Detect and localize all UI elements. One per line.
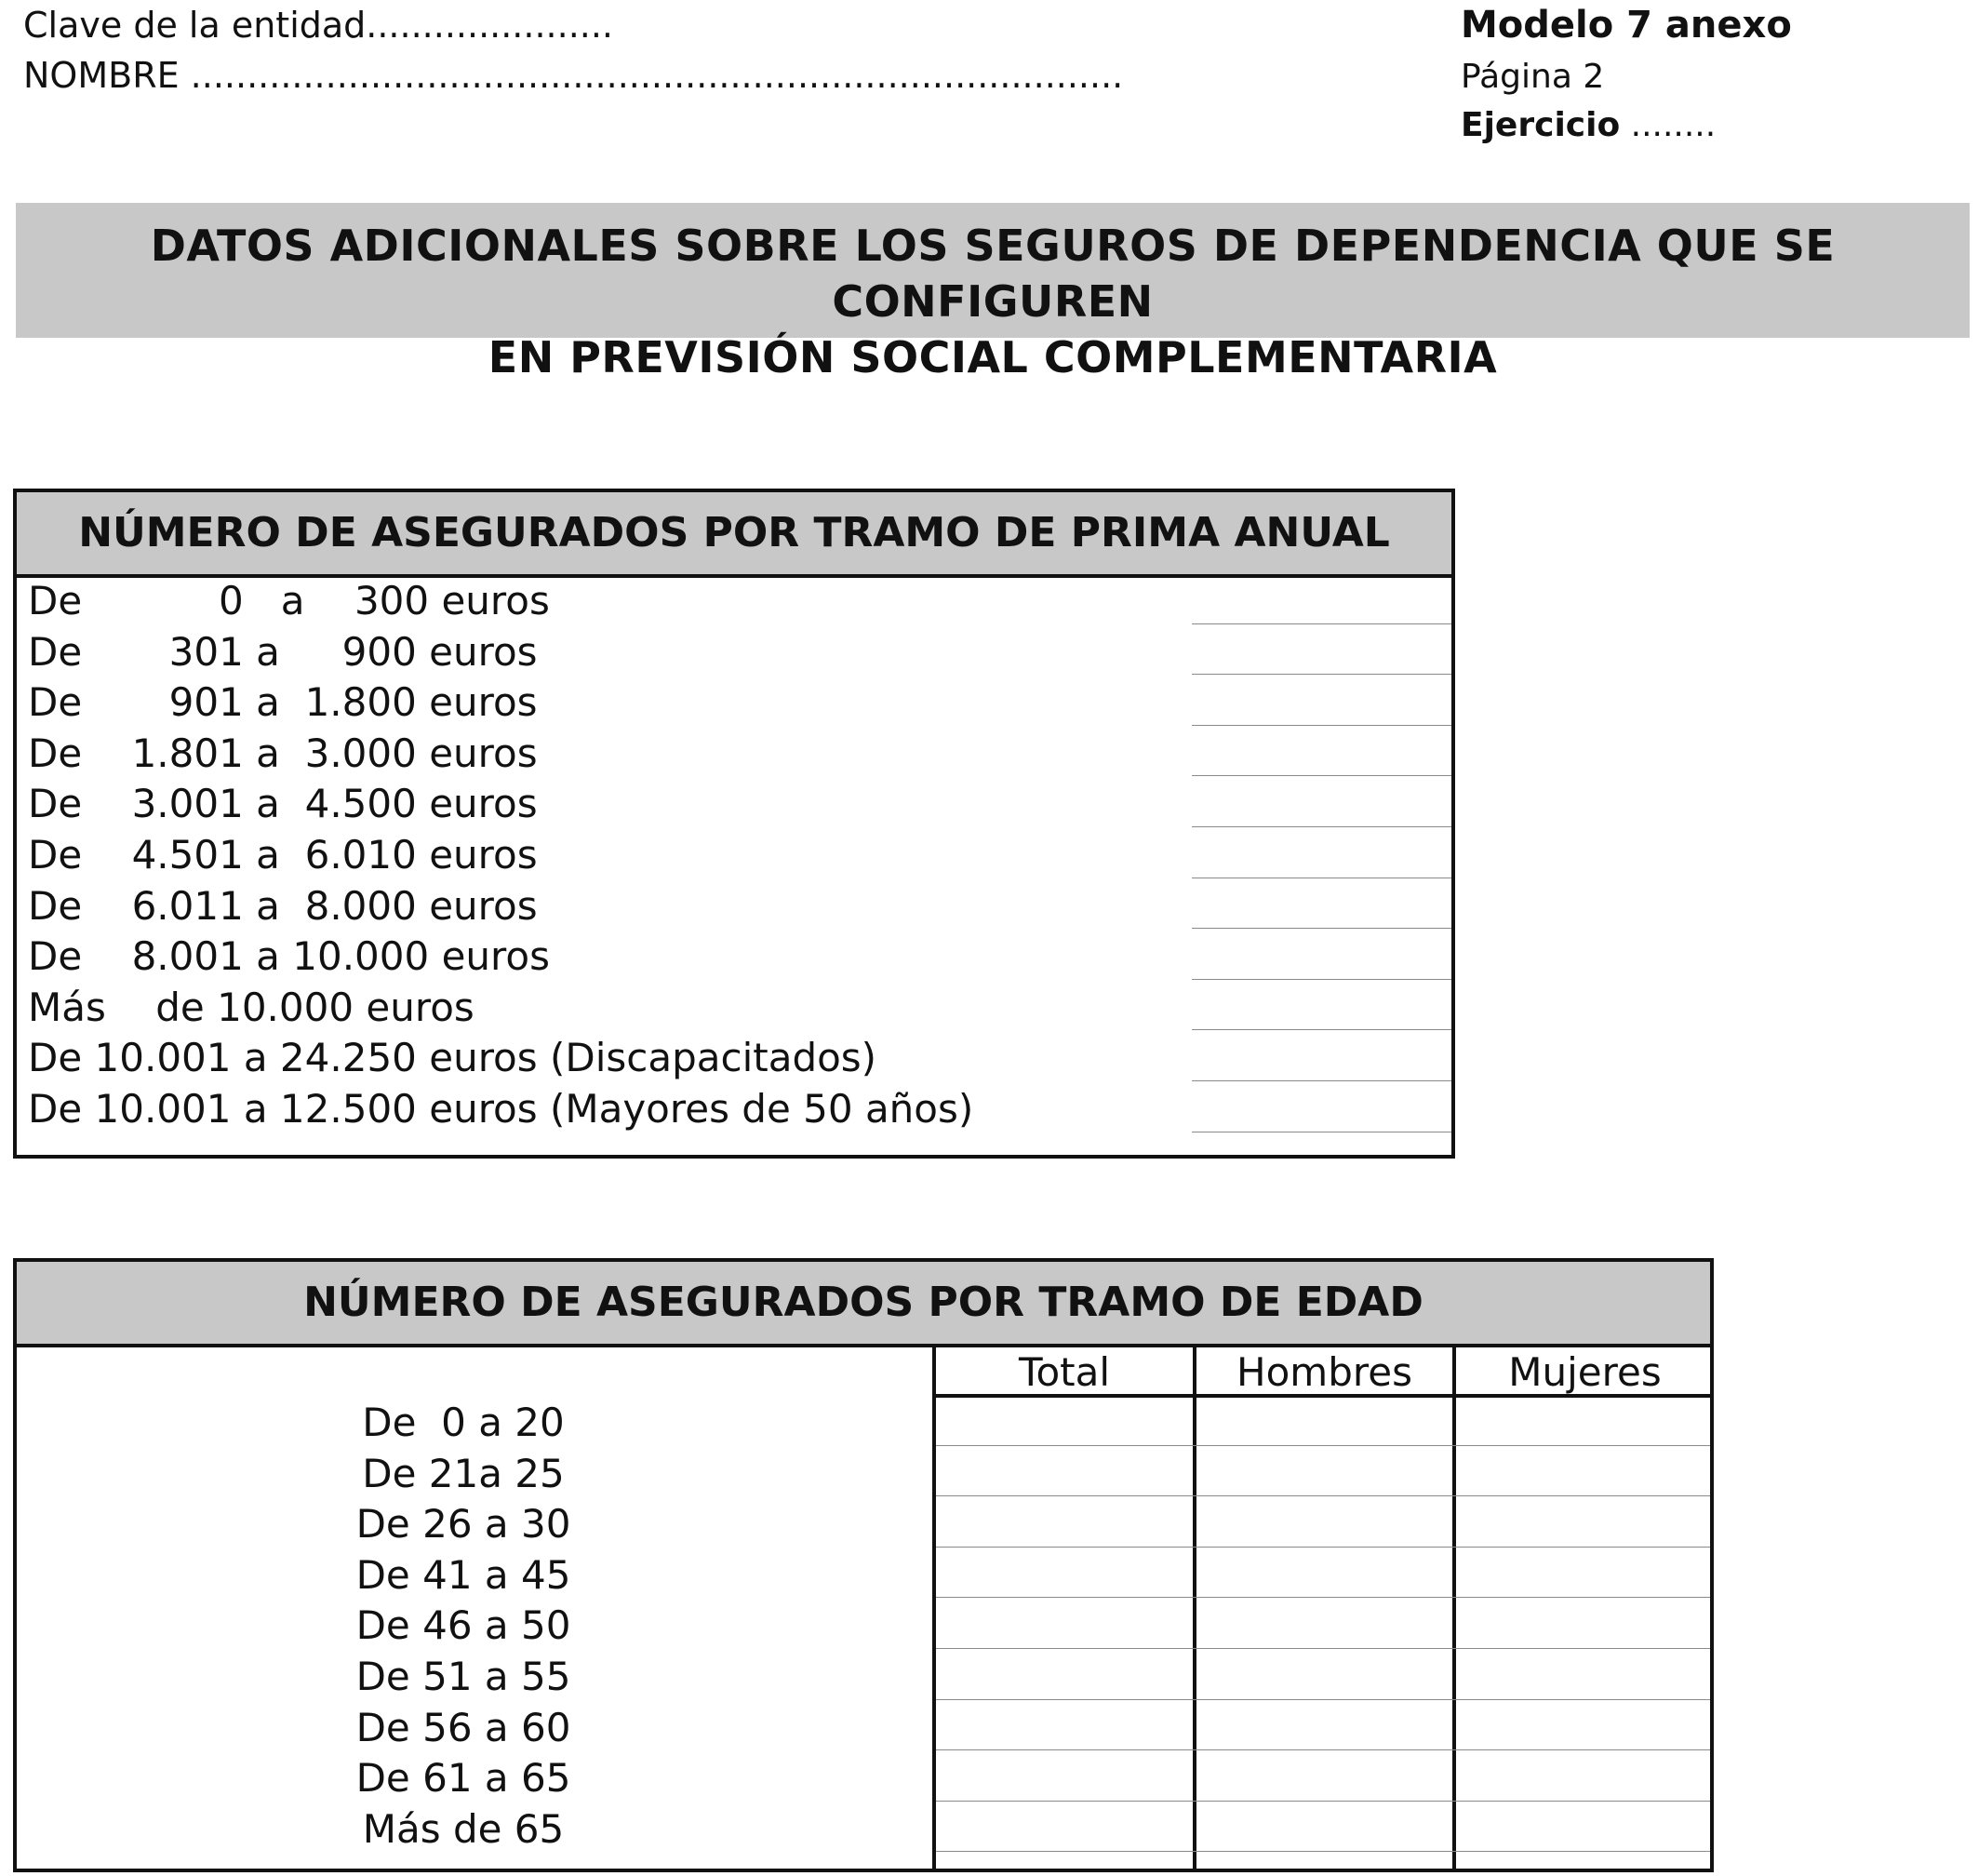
- prima-row-label: De 1.801 a 3.000 euros: [28, 730, 538, 776]
- clave-entidad: Clave de la entidad......................: [23, 5, 614, 46]
- ejercicio: [1461, 104, 1716, 147]
- edad-row-entry-line[interactable]: [936, 1445, 1710, 1446]
- prima-row-entry-line[interactable]: [1192, 1029, 1451, 1030]
- prima-row-label: De 10.001 a 24.250 euros (Discapacitados): [28, 1035, 877, 1081]
- col-header-total: Total: [1018, 1349, 1111, 1395]
- col-divider-mujeres: [1452, 1344, 1456, 1872]
- banner-line-2: EN PREVISIÓN SOCIAL COMPLEMENTARIA: [488, 332, 1498, 382]
- prima-row-label: De 10.001 a 12.500 euros (Mayores de 50 años): [28, 1086, 974, 1132]
- nombre-field: NOMBRE ...................................................................................: [23, 55, 1124, 96]
- prima-row-entry-line[interactable]: [1192, 979, 1451, 980]
- prima-row-label: De 0 a 300 euros: [28, 578, 550, 623]
- edad-row-label: De 56 a 60: [355, 1704, 571, 1750]
- section-banner: [16, 203, 1970, 382]
- prima-row-entry-line[interactable]: [1192, 1080, 1451, 1081]
- prima-row-entry-line[interactable]: [1192, 674, 1451, 675]
- prima-row-entry-line[interactable]: [1192, 725, 1451, 726]
- prima-row-entry-line[interactable]: [1192, 826, 1451, 827]
- edad-row-label: De 21a 25: [362, 1450, 565, 1496]
- modelo-title: Modelo 7 anexo: [1461, 4, 1792, 47]
- prima-row-label: Más de 10.000 euros: [28, 984, 474, 1030]
- edad-row-entry-line[interactable]: [936, 1495, 1710, 1496]
- col-divider-hombres: [1193, 1344, 1196, 1872]
- prima-row-label: De 301 a 900 euros: [28, 628, 538, 675]
- pagina-label: Página 2: [1461, 58, 1605, 96]
- prima-row-entry-line[interactable]: [1192, 775, 1451, 776]
- col-header-mujeres: Mujeres: [1508, 1349, 1662, 1395]
- prima-row-label: De 4.501 a 6.010 euros: [28, 832, 538, 878]
- edad-row-label: Más de 65: [362, 1805, 565, 1852]
- edad-row-entry-line[interactable]: [936, 1801, 1710, 1802]
- edad-row-label: De 61 a 65: [355, 1755, 571, 1802]
- edad-row-entry-line[interactable]: [936, 1597, 1710, 1598]
- edad-row-label: De 0 a 20: [362, 1400, 565, 1445]
- edad-table: [13, 1258, 1714, 1872]
- prima-row-entry-line[interactable]: [1192, 623, 1451, 624]
- edad-row-entry-line[interactable]: [936, 1851, 1710, 1852]
- edad-row-label: De 26 a 30: [355, 1501, 571, 1548]
- edad-table-title: NÚMERO DE ASEGURADOS POR TRAMO DE EDAD: [17, 1262, 1710, 1347]
- edad-row-entry-line[interactable]: [936, 1749, 1710, 1750]
- prima-table: [13, 489, 1455, 1159]
- edad-row-label: De 51 a 55: [355, 1654, 571, 1699]
- prima-table-title: NÚMERO DE ASEGURADOS POR TRAMO DE PRIMA ANUAL: [17, 492, 1451, 578]
- ejercicio-dots: ........: [1620, 106, 1717, 144]
- edad-row-entry-line[interactable]: [936, 1547, 1710, 1548]
- prima-row-label: De 6.011 a 8.000 euros: [28, 882, 538, 929]
- prima-row-label: De 3.001 a 4.500 euros: [28, 781, 538, 827]
- ejercicio-label: Ejercicio: [1461, 106, 1621, 144]
- col-header-hombres: Hombres: [1236, 1349, 1412, 1395]
- edad-row-entry-line[interactable]: [936, 1699, 1710, 1700]
- edad-row-entry-line[interactable]: [936, 1648, 1710, 1649]
- edad-row-label: De 41 a 45: [355, 1551, 571, 1598]
- prima-row-label: De 901 a 1.800 euros: [28, 679, 538, 726]
- banner-line-1: DATOS ADICIONALES SOBRE LOS SEGUROS DE DEPENDENCIA QUE SE CONFIGUREN: [150, 221, 1836, 327]
- prima-row-label: De 8.001 a 10.000 euros: [28, 933, 550, 980]
- col-divider-total: [932, 1344, 936, 1872]
- prima-row-entry-line[interactable]: [1192, 928, 1451, 929]
- edad-row-label: De 46 a 50: [355, 1602, 571, 1649]
